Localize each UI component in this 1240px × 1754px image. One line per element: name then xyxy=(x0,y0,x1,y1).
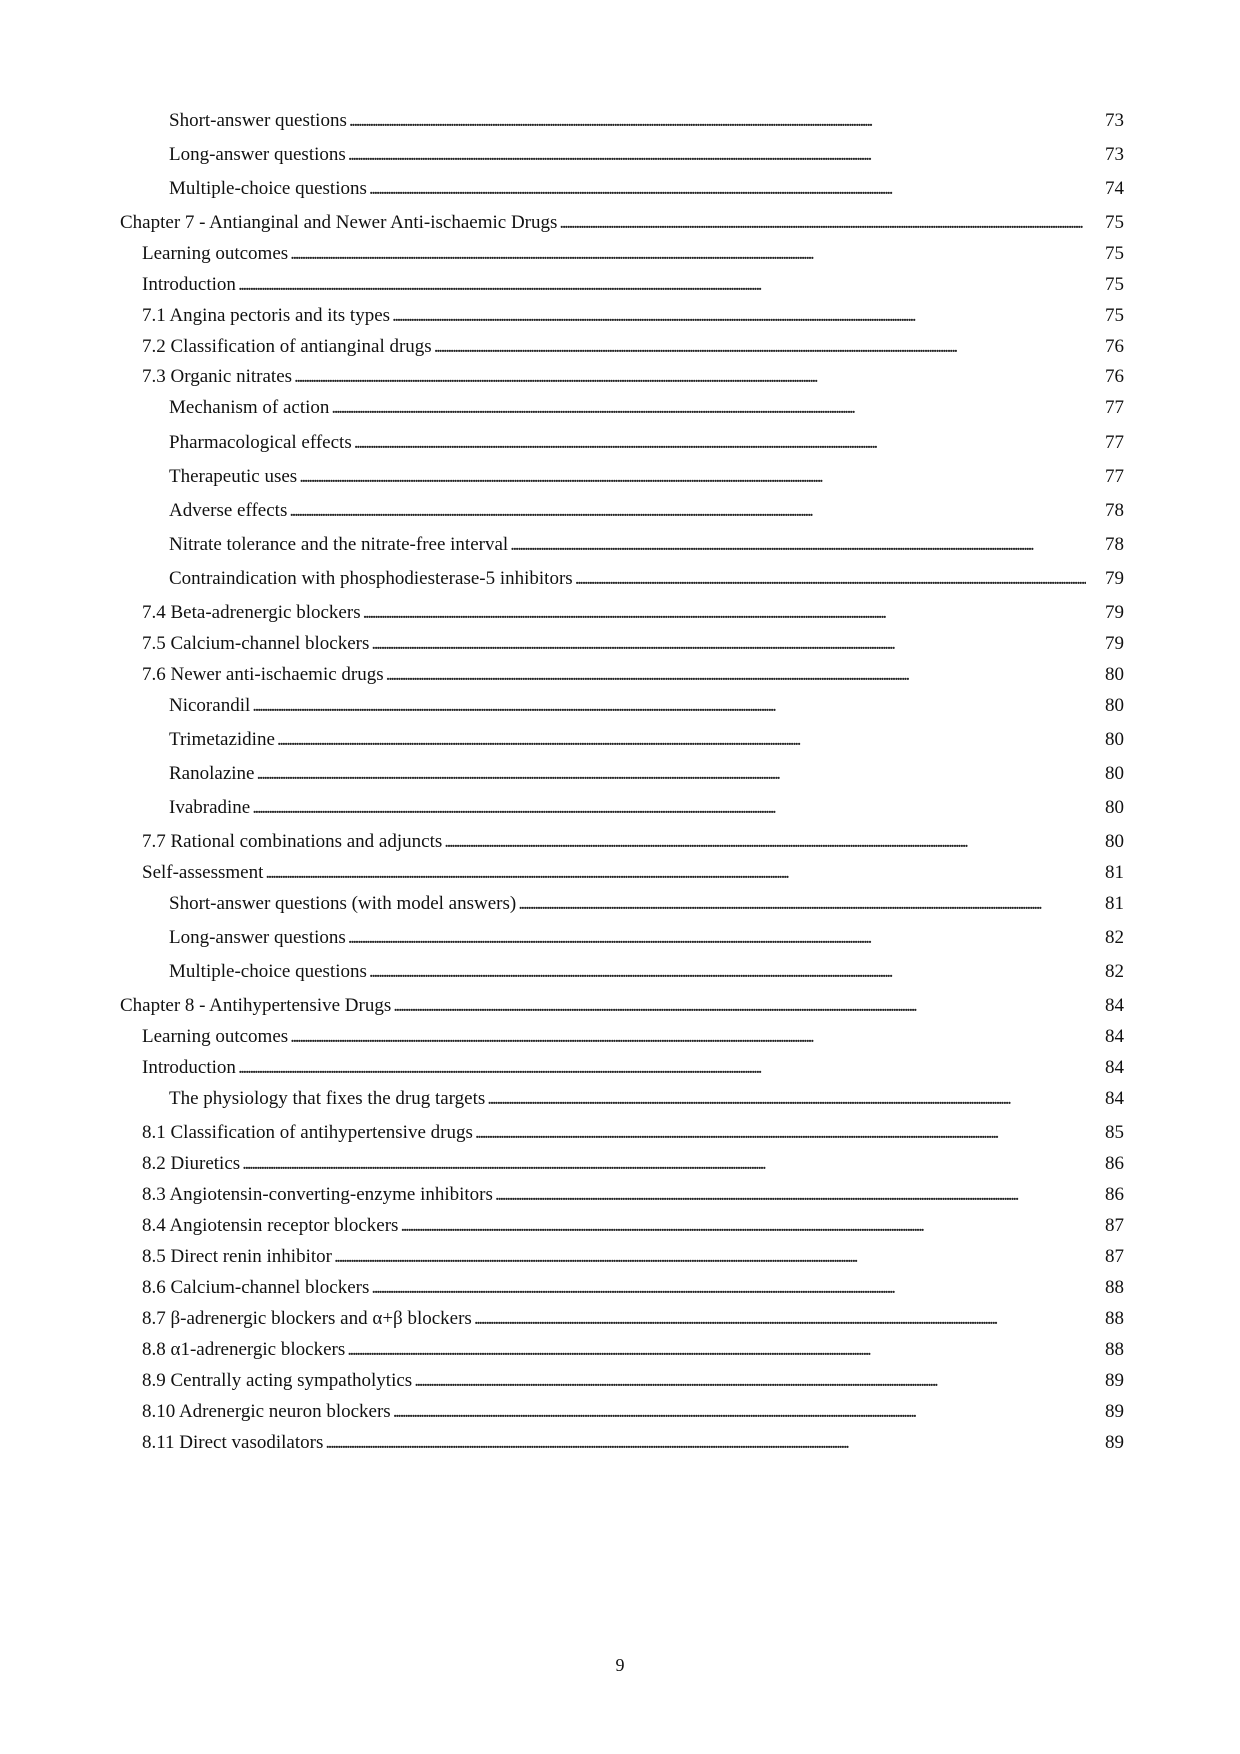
toc-entry-page-number: 88 xyxy=(1105,1339,1124,1360)
toc-entry-page-number: 79 xyxy=(1105,633,1124,654)
toc-entry-page-number: 84 xyxy=(1105,1026,1124,1047)
toc-entry-label: The physiology that fixes the drug targets xyxy=(169,1088,486,1109)
dot-leader xyxy=(393,994,1086,1018)
toc-entry-page-number: 77 xyxy=(1105,466,1124,487)
toc-entry-label: 8.10 Adrenergic neuron blockers xyxy=(142,1401,391,1422)
dot-leader xyxy=(487,1087,1086,1111)
toc-entry-label: 7.7 Rational combinations and adjuncts xyxy=(142,831,443,852)
toc-entry-page-number: 79 xyxy=(1105,602,1124,623)
dot-leader xyxy=(559,211,1086,235)
toc-entry[interactable] xyxy=(142,861,1124,885)
toc-entry[interactable] xyxy=(142,1369,1124,1393)
toc-entry-page-number: 75 xyxy=(1105,274,1124,295)
toc-entry[interactable] xyxy=(169,892,1124,916)
dot-leader xyxy=(518,892,1086,916)
toc-entry[interactable] xyxy=(169,533,1124,557)
toc-entry[interactable] xyxy=(142,1056,1124,1080)
toc-entry[interactable] xyxy=(142,1121,1124,1145)
toc-entry[interactable] xyxy=(169,796,1124,820)
toc-entry-page-number: 82 xyxy=(1105,961,1124,982)
toc-entry-label: Nitrate tolerance and the nitrate-free interval xyxy=(169,534,509,555)
toc-entry-page-number: 86 xyxy=(1105,1184,1124,1205)
toc-entry-label: Chapter 7 - Antianginal and Newer Anti-ischaemic Drugs xyxy=(120,212,558,233)
toc-entry-label: Learning outcomes xyxy=(142,243,289,264)
dot-leader xyxy=(265,861,1086,885)
toc-entry[interactable] xyxy=(142,1183,1124,1207)
dot-leader xyxy=(277,728,1086,752)
toc-entry-label: 7.3 Organic nitrates xyxy=(142,366,293,387)
toc-entry-page-number: 80 xyxy=(1105,797,1124,818)
toc-entry[interactable] xyxy=(142,1025,1124,1049)
toc-entry-page-number: 80 xyxy=(1105,831,1124,852)
dot-leader xyxy=(299,465,1086,489)
toc-entry-page-number: 80 xyxy=(1105,695,1124,716)
dot-leader xyxy=(325,1431,1086,1455)
dot-leader xyxy=(334,1245,1086,1269)
toc-entry-label: Ivabradine xyxy=(169,797,251,818)
dot-leader xyxy=(414,1369,1086,1393)
dot-leader xyxy=(386,663,1086,687)
toc-entry[interactable] xyxy=(169,109,1124,133)
toc-entry-page-number: 78 xyxy=(1105,534,1124,555)
toc-entry-page-number: 80 xyxy=(1105,763,1124,784)
toc-entry[interactable] xyxy=(142,830,1124,854)
dot-leader xyxy=(238,273,1086,297)
dot-leader xyxy=(331,396,1086,420)
dot-leader xyxy=(242,1152,1086,1176)
toc-entry-page-number: 75 xyxy=(1105,305,1124,326)
toc-entry-page-number: 84 xyxy=(1105,995,1124,1016)
dot-leader xyxy=(290,1025,1086,1049)
toc-entry-label: Multiple-choice questions xyxy=(169,178,367,199)
toc-entry-page-number: 81 xyxy=(1105,862,1124,883)
dot-leader xyxy=(349,109,1086,133)
toc-entry[interactable] xyxy=(169,960,1124,984)
dot-leader xyxy=(294,365,1086,389)
toc-entry-page-number: 87 xyxy=(1105,1246,1124,1267)
dot-leader xyxy=(400,1214,1086,1238)
toc-entry[interactable] xyxy=(142,663,1124,687)
toc-entry-label: Self-assessment xyxy=(142,862,264,883)
toc-entry[interactable] xyxy=(142,1338,1124,1362)
dot-leader xyxy=(371,632,1086,656)
toc-entry-page-number: 78 xyxy=(1105,500,1124,521)
toc-entry[interactable] xyxy=(142,601,1124,625)
toc-entry[interactable] xyxy=(142,242,1124,266)
dot-leader xyxy=(434,335,1086,359)
toc-entry-page-number: 76 xyxy=(1105,336,1124,357)
toc-entry[interactable] xyxy=(169,499,1124,523)
dot-leader xyxy=(475,1121,1086,1145)
toc-entry[interactable] xyxy=(142,273,1124,297)
toc-entry-label: 7.5 Calcium-channel blockers xyxy=(142,633,370,654)
toc-entry-label: Introduction xyxy=(142,274,236,295)
dot-leader xyxy=(252,796,1086,820)
toc-entry-label: Adverse effects xyxy=(169,500,288,521)
toc-entry-page-number: 88 xyxy=(1105,1277,1124,1298)
toc-entry-label: 8.6 Calcium-channel blockers xyxy=(142,1277,370,1298)
toc-entry[interactable] xyxy=(169,728,1124,752)
toc-entry-label: 8.4 Angiotensin receptor blockers xyxy=(142,1215,399,1236)
toc-entry[interactable] xyxy=(142,1214,1124,1238)
toc-entry[interactable] xyxy=(142,1400,1124,1424)
toc-chapter-entry[interactable] xyxy=(120,211,1124,235)
toc-entry-page-number: 89 xyxy=(1105,1370,1124,1391)
toc-entry-label: Ranolazine xyxy=(169,763,255,784)
toc-entry-label: 8.3 Angiotensin-converting-enzyme inhibitors xyxy=(142,1184,493,1205)
toc-entry-page-number: 79 xyxy=(1105,568,1124,589)
toc-entry-page-number: 85 xyxy=(1105,1122,1124,1143)
toc-entry-page-number: 76 xyxy=(1105,366,1124,387)
toc-entry-page-number: 80 xyxy=(1105,664,1124,685)
toc-entry[interactable] xyxy=(142,1245,1124,1269)
toc-entry-label: 7.6 Newer anti-ischaemic drugs xyxy=(142,664,384,685)
dot-leader xyxy=(369,960,1086,984)
dot-leader xyxy=(252,694,1086,718)
dot-leader xyxy=(348,926,1086,950)
toc-entry-label: Short-answer questions (with model answers) xyxy=(169,893,517,914)
toc-entry-page-number: 88 xyxy=(1105,1308,1124,1329)
dot-leader xyxy=(495,1183,1086,1207)
toc-entry[interactable] xyxy=(142,1431,1124,1455)
toc-chapter-entry[interactable] xyxy=(120,994,1124,1018)
toc-entry[interactable] xyxy=(169,762,1124,786)
toc-entry-page-number: 82 xyxy=(1105,927,1124,948)
toc-entry-label: 8.5 Direct renin inhibitor xyxy=(142,1246,332,1267)
toc-entry-label: 7.1 Angina pectoris and its types xyxy=(142,305,391,326)
toc-entry[interactable] xyxy=(169,926,1124,950)
toc-entry-page-number: 86 xyxy=(1105,1153,1124,1174)
toc-entry[interactable] xyxy=(169,431,1124,455)
dot-leader xyxy=(474,1307,1086,1331)
toc-entry-label: 8.11 Direct vasodilators xyxy=(142,1432,324,1453)
toc-entry-page-number: 77 xyxy=(1105,397,1124,418)
toc-entry[interactable] xyxy=(142,335,1124,359)
dot-leader xyxy=(369,177,1086,201)
toc-entry-page-number: 89 xyxy=(1105,1432,1124,1453)
toc-entry-page-number: 84 xyxy=(1105,1057,1124,1078)
toc-entry-label: Nicorandil xyxy=(169,695,251,716)
toc-entry[interactable] xyxy=(169,177,1124,201)
dot-leader xyxy=(290,242,1086,266)
toc-entry[interactable] xyxy=(169,567,1124,591)
dot-leader xyxy=(348,143,1086,167)
dot-leader xyxy=(575,567,1086,591)
toc-entry-label: Multiple-choice questions xyxy=(169,961,367,982)
toc-entry-label: Pharmacological effects xyxy=(169,432,352,453)
page-number: 9 xyxy=(615,1655,625,1675)
toc-entry-label: Mechanism of action xyxy=(169,397,330,418)
toc-entry[interactable] xyxy=(169,143,1124,167)
toc-entry-page-number: 73 xyxy=(1105,144,1124,165)
toc-entry-label: 8.9 Centrally acting sympatholytics xyxy=(142,1370,413,1391)
toc-entry-label: 8.7 β-adrenergic blockers and α+β blockers xyxy=(142,1308,472,1329)
toc-entry-page-number: 73 xyxy=(1105,110,1124,131)
toc-entry[interactable] xyxy=(142,365,1124,389)
toc-entry-label: Short-answer questions xyxy=(169,110,347,131)
toc-entry-label: Trimetazidine xyxy=(169,729,275,750)
toc-entry-label: 8.1 Classification of antihypertensive drugs xyxy=(142,1122,473,1143)
toc-entry[interactable] xyxy=(142,1276,1124,1300)
toc-entry-label: Long-answer questions xyxy=(169,927,346,948)
toc-entry-label: 7.2 Classification of antianginal drugs xyxy=(142,336,432,357)
dot-leader xyxy=(289,499,1086,523)
toc-entry-page-number: 84 xyxy=(1105,1088,1124,1109)
toc-entry-page-number: 87 xyxy=(1105,1215,1124,1236)
toc-entry[interactable] xyxy=(142,1307,1124,1331)
toc-entry-label: Learning outcomes xyxy=(142,1026,289,1047)
dot-leader xyxy=(510,533,1086,557)
toc-entry[interactable] xyxy=(142,632,1124,656)
dot-leader xyxy=(363,601,1086,625)
toc-entry[interactable] xyxy=(169,694,1124,718)
toc-entry-label: 8.2 Diuretics xyxy=(142,1153,241,1174)
dot-leader xyxy=(347,1338,1086,1362)
toc-entry-label: 8.8 α1-adrenergic blockers xyxy=(142,1339,346,1360)
toc-entry-page-number: 74 xyxy=(1105,178,1124,199)
dot-leader xyxy=(354,431,1086,455)
toc-entry[interactable] xyxy=(169,465,1124,489)
dot-leader xyxy=(392,304,1086,328)
toc-entry-page-number: 89 xyxy=(1105,1401,1124,1422)
toc-entry-page-number: 75 xyxy=(1105,243,1124,264)
toc-entry-page-number: 75 xyxy=(1105,212,1124,233)
toc-entry-label: Long-answer questions xyxy=(169,144,346,165)
toc-entry[interactable] xyxy=(142,1152,1124,1176)
dot-leader xyxy=(256,762,1086,786)
dot-leader xyxy=(238,1056,1086,1080)
toc-entry[interactable] xyxy=(142,304,1124,328)
toc-entry-label: 7.4 Beta-adrenergic blockers xyxy=(142,602,361,623)
toc-entry[interactable] xyxy=(169,396,1124,420)
toc-entry[interactable] xyxy=(169,1087,1124,1111)
toc-entry-page-number: 77 xyxy=(1105,432,1124,453)
toc-entry-label: Introduction xyxy=(142,1057,236,1078)
dot-leader xyxy=(393,1400,1086,1424)
toc-entry-page-number: 81 xyxy=(1105,893,1124,914)
dot-leader xyxy=(444,830,1086,854)
toc-entry-label: Chapter 8 - Antihypertensive Drugs xyxy=(120,995,392,1016)
toc-entry-label: Contraindication with phosphodiesterase-5 inhibitors xyxy=(169,568,573,589)
dot-leader xyxy=(371,1276,1086,1300)
toc-entry-page-number: 80 xyxy=(1105,729,1124,750)
toc-entry-label: Therapeutic uses xyxy=(169,466,298,487)
